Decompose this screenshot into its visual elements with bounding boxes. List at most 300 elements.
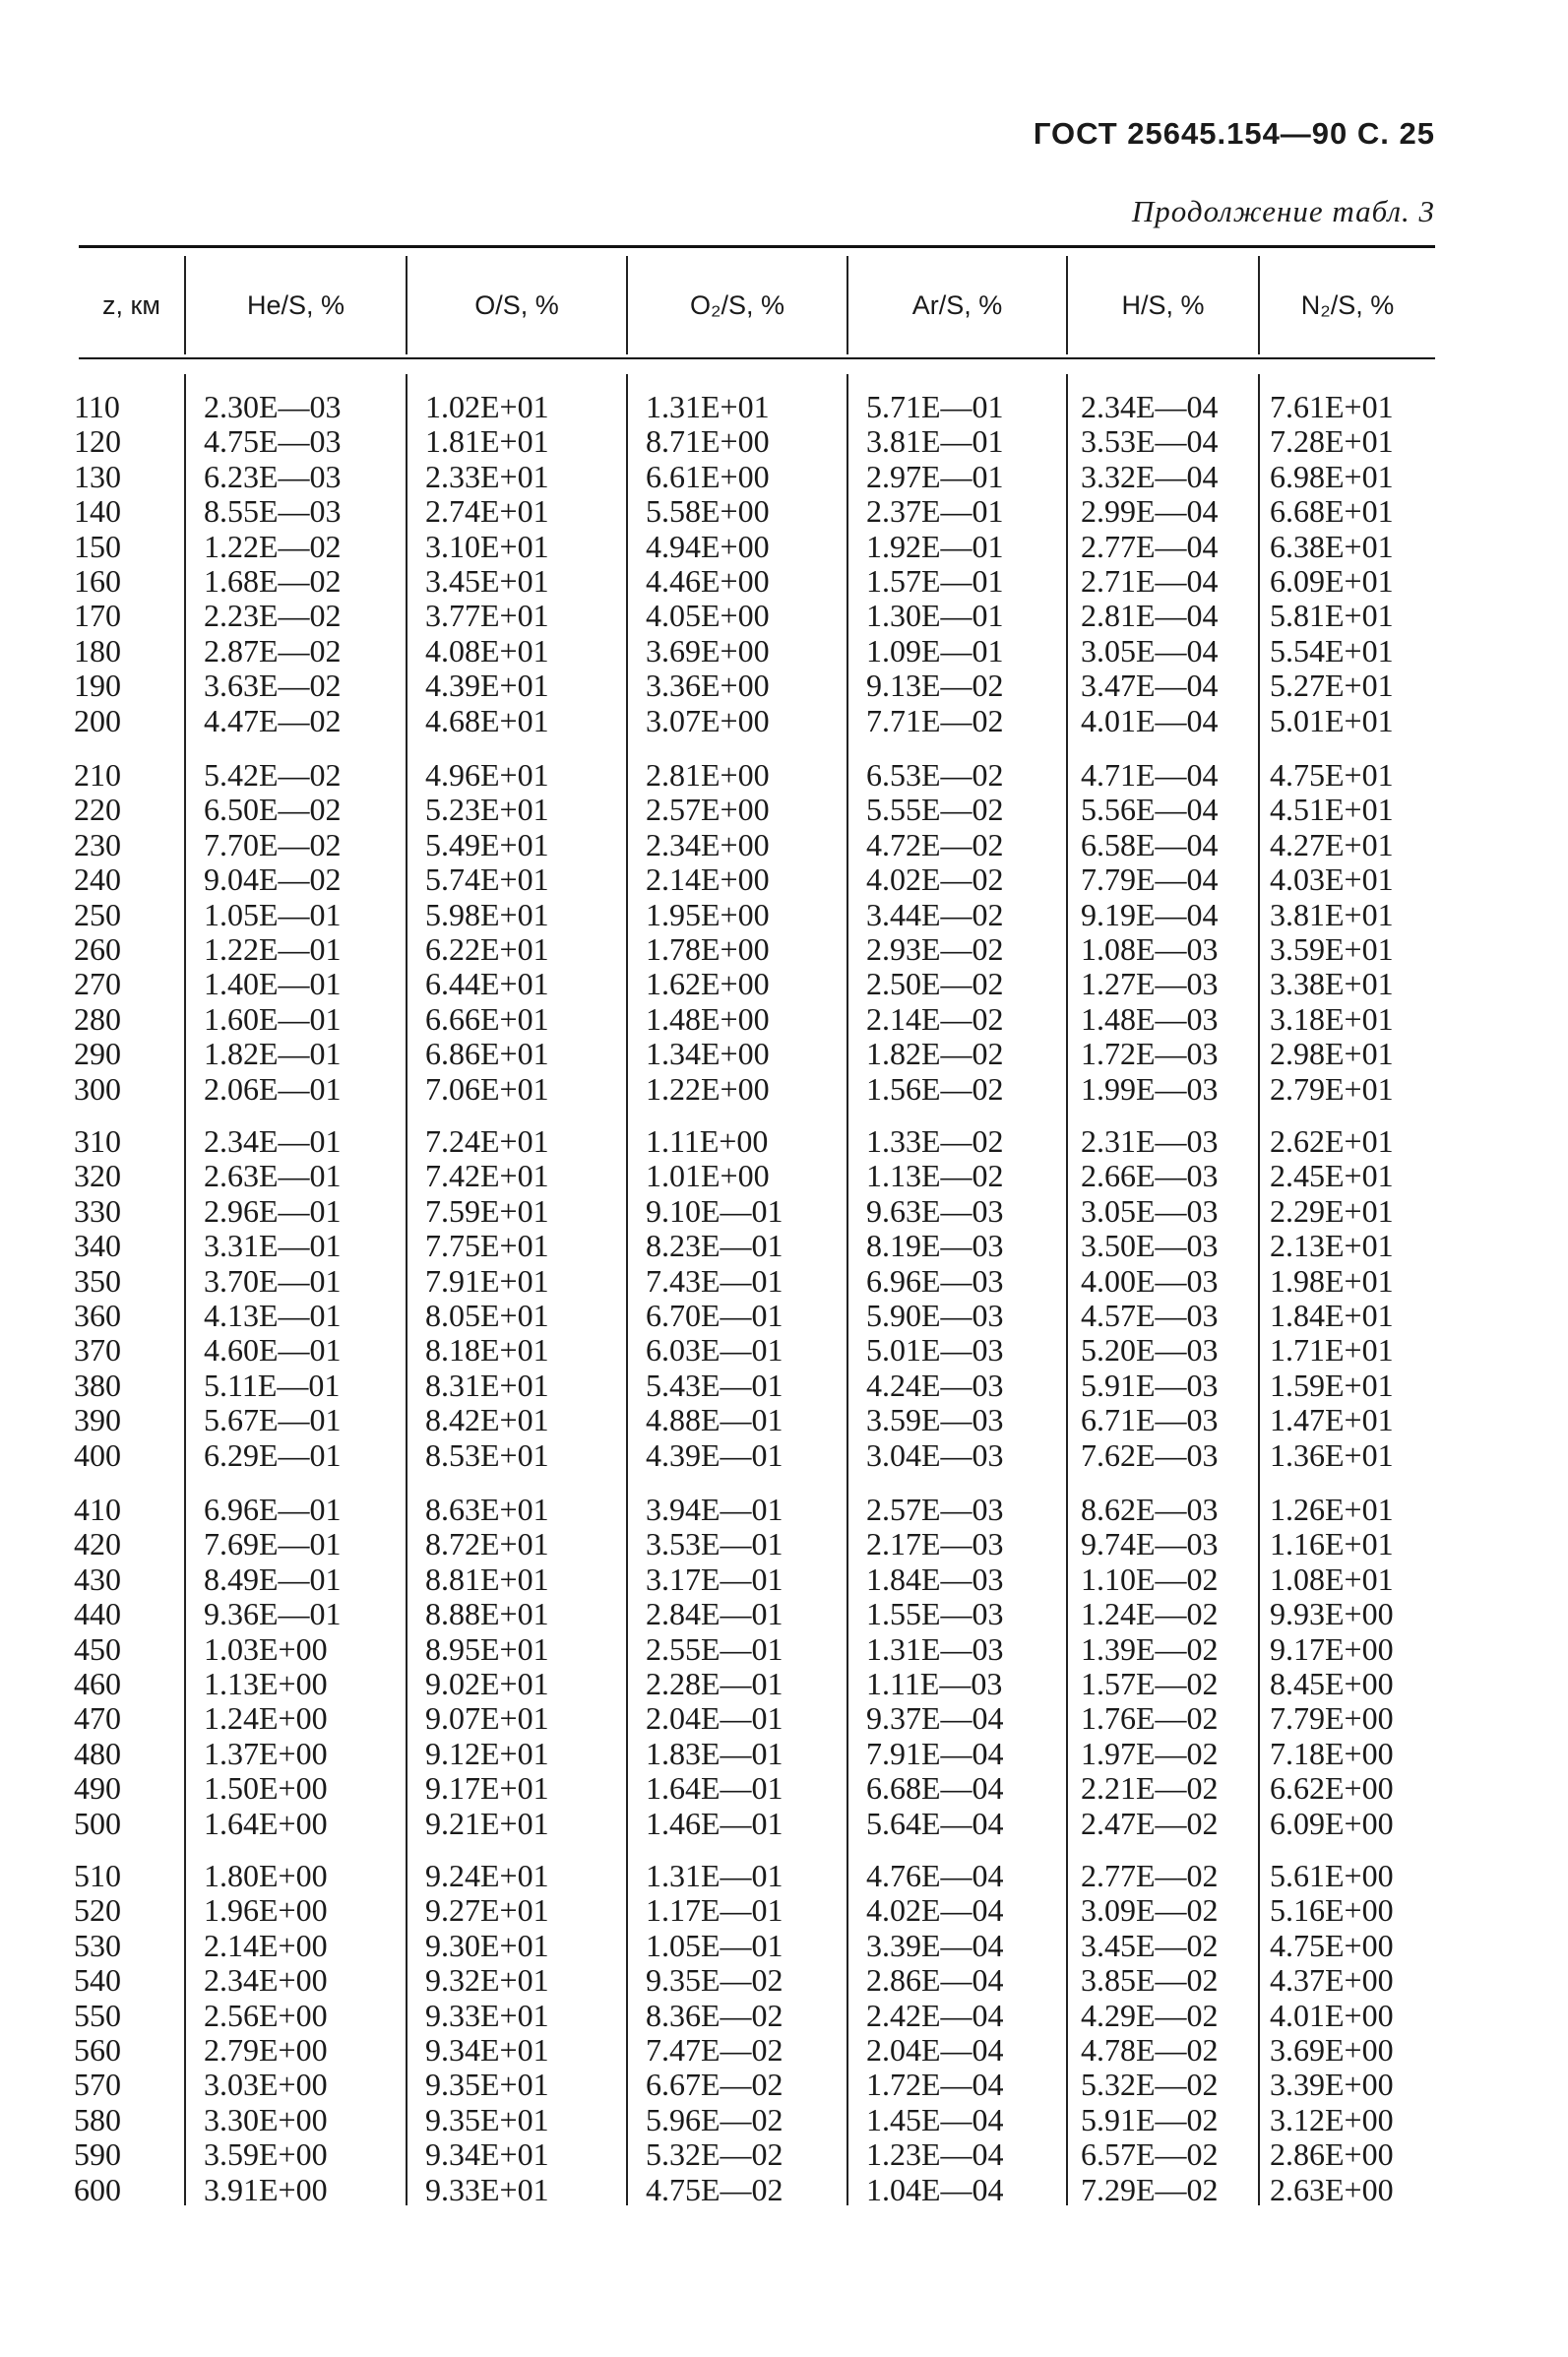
value-cell: 8.62E—03	[1081, 1492, 1219, 1527]
header-ar: Ar/S, %	[911, 290, 1003, 320]
table-row	[0, 599, 1568, 633]
value-cell: 2.62E+01	[1270, 1123, 1394, 1159]
value-cell: 2.87E—02	[204, 632, 342, 669]
altitude-cell: 150	[74, 528, 121, 564]
value-cell: 3.50E—03	[1081, 1228, 1219, 1264]
table-row	[0, 1072, 1568, 1107]
value-cell: 2.34E—04	[1081, 389, 1219, 424]
altitude-cell: 350	[74, 1262, 121, 1299]
value-cell: 1.04E—04	[866, 2171, 1004, 2207]
value-cell: 9.04E—02	[204, 861, 342, 898]
value-cell: 5.67E—01	[204, 1402, 342, 1438]
value-cell: 9.17E+00	[1270, 1630, 1394, 1667]
value-cell: 4.72E—02	[866, 826, 1004, 862]
value-cell: 4.02E—02	[866, 861, 1004, 898]
altitude-cell: 360	[74, 1298, 121, 1333]
value-cell: 5.98E+01	[425, 896, 549, 932]
table-row	[0, 634, 1568, 669]
value-cell: 8.45E+00	[1270, 1666, 1394, 1701]
value-cell: 6.86E+01	[425, 1036, 549, 1072]
table-row	[0, 1194, 1568, 1229]
value-cell: 8.31E+01	[425, 1367, 549, 1403]
value-cell: 5.55E—02	[866, 792, 1004, 828]
value-cell: 2.33E+01	[425, 458, 549, 494]
value-cell: 4.02E—04	[866, 1892, 1004, 1929]
value-cell: 1.78E+00	[646, 931, 770, 967]
table-row	[0, 1403, 1568, 1437]
altitude-cell: 140	[74, 493, 121, 530]
value-cell: 9.33E+01	[425, 2171, 549, 2207]
table-row	[0, 2173, 1568, 2207]
altitude-cell: 520	[74, 1892, 121, 1929]
table-row	[0, 1124, 1568, 1159]
value-cell: 3.31E—01	[204, 1228, 342, 1264]
value-cell: 3.45E—02	[1081, 1927, 1219, 1963]
value-cell: 3.10E+01	[425, 528, 549, 564]
value-cell: 2.66E—03	[1081, 1158, 1219, 1194]
value-cell: 6.09E+00	[1270, 1805, 1394, 1841]
value-cell: 8.42E+01	[425, 1402, 549, 1438]
value-cell: 3.30E+00	[204, 2101, 328, 2137]
altitude-cell: 440	[74, 1596, 121, 1632]
table-row	[0, 1229, 1568, 1263]
value-cell: 1.40E—01	[204, 966, 342, 1002]
value-cell: 2.77E—02	[1081, 1858, 1219, 1893]
value-cell: 1.45E—04	[866, 2101, 1004, 2137]
value-cell: 1.96E+00	[204, 1892, 328, 1929]
value-cell: 1.02E+01	[425, 389, 549, 424]
value-cell: 9.21E+01	[425, 1805, 549, 1841]
value-cell: 2.13E+01	[1270, 1228, 1394, 1264]
value-cell: 7.28E+01	[1270, 423, 1394, 460]
table-row	[0, 2137, 1568, 2172]
header-he: He/S, %	[246, 290, 345, 320]
value-cell: 5.16E+00	[1270, 1892, 1394, 1929]
value-cell: 9.10E—01	[646, 1192, 784, 1229]
value-cell: 4.75E+00	[1270, 1927, 1394, 1963]
value-cell: 2.37E—01	[866, 493, 1004, 530]
value-cell: 3.59E+01	[1270, 931, 1394, 967]
value-cell: 5.74E+01	[425, 861, 549, 898]
value-cell: 4.51E+01	[1270, 792, 1394, 828]
value-cell: 1.95E+00	[646, 896, 770, 932]
table-header-rule	[79, 357, 1435, 359]
value-cell: 3.70E—01	[204, 1262, 342, 1299]
value-cell: 6.58E—04	[1081, 826, 1219, 862]
value-cell: 5.96E—02	[646, 2101, 784, 2137]
value-cell: 5.43E—01	[646, 1367, 784, 1403]
value-cell: 9.74E—03	[1081, 1526, 1219, 1562]
value-cell: 1.64E—01	[646, 1770, 784, 1807]
value-cell: 9.34E+01	[425, 2136, 549, 2173]
altitude-cell: 550	[74, 1997, 121, 2033]
value-cell: 3.44E—02	[866, 896, 1004, 932]
table-row	[0, 1737, 1568, 1771]
value-cell: 1.08E—03	[1081, 931, 1219, 967]
value-cell: 4.96E+01	[425, 757, 549, 793]
value-cell: 6.98E+01	[1270, 458, 1394, 494]
value-cell: 6.53E—02	[866, 757, 1004, 793]
table-row	[0, 1632, 1568, 1667]
table-row	[0, 862, 1568, 897]
value-cell: 4.94E+00	[646, 528, 770, 564]
value-cell: 9.36E—01	[204, 1596, 342, 1632]
value-cell: 1.01E+00	[646, 1158, 770, 1194]
value-cell: 4.47E—02	[204, 702, 342, 738]
value-cell: 9.93E+00	[1270, 1596, 1394, 1632]
value-cell: 5.49E+01	[425, 826, 549, 862]
value-cell: 1.39E—02	[1081, 1630, 1219, 1667]
altitude-cell: 590	[74, 2136, 121, 2173]
header-o: O/S, %	[474, 290, 559, 320]
value-cell: 3.94E—01	[646, 1492, 784, 1527]
value-cell: 5.90E—03	[866, 1298, 1004, 1333]
value-cell: 1.71E+01	[1270, 1332, 1394, 1369]
value-cell: 5.32E—02	[646, 2136, 784, 2173]
value-cell: 4.60E—01	[204, 1332, 342, 1369]
value-cell: 2.28E—01	[646, 1666, 784, 1701]
table-row	[0, 1299, 1568, 1333]
value-cell: 1.99E—03	[1081, 1070, 1219, 1107]
value-cell: 8.19E—03	[866, 1228, 1004, 1264]
value-cell: 2.77E—04	[1081, 528, 1219, 564]
value-cell: 1.03E+00	[204, 1630, 328, 1667]
value-cell: 4.76E—04	[866, 1858, 1004, 1893]
value-cell: 1.27E—03	[1081, 966, 1219, 1002]
value-cell: 1.62E+00	[646, 966, 770, 1002]
value-cell: 5.54E+01	[1270, 632, 1394, 669]
value-cell: 1.56E—02	[866, 1070, 1004, 1107]
value-cell: 1.11E+00	[646, 1123, 769, 1159]
value-cell: 2.98E+01	[1270, 1036, 1394, 1072]
value-cell: 5.64E—04	[866, 1805, 1004, 1841]
value-cell: 1.98E+01	[1270, 1262, 1394, 1299]
table-row	[0, 1438, 1568, 1473]
value-cell: 2.17E—03	[866, 1526, 1004, 1562]
value-cell: 2.99E—04	[1081, 493, 1219, 530]
altitude-cell: 190	[74, 668, 121, 704]
value-cell: 1.82E—01	[204, 1036, 342, 1072]
value-cell: 2.34E+00	[646, 826, 770, 862]
value-cell: 1.24E+00	[204, 1700, 328, 1737]
altitude-cell: 600	[74, 2171, 121, 2207]
value-cell: 8.72E+01	[425, 1526, 549, 1562]
table-row	[0, 1493, 1568, 1527]
altitude-cell: 570	[74, 2067, 121, 2103]
value-cell: 1.10E—02	[1081, 1561, 1219, 1597]
value-cell: 9.35E+01	[425, 2101, 549, 2137]
table-row	[0, 1771, 1568, 1806]
value-cell: 8.18E+01	[425, 1332, 549, 1369]
altitude-cell: 480	[74, 1735, 121, 1771]
table-row	[0, 2033, 1568, 2068]
value-cell: 5.42E—02	[204, 757, 342, 793]
value-cell: 9.30E+01	[425, 1927, 549, 1963]
value-cell: 1.72E—04	[866, 2067, 1004, 2103]
value-cell: 9.63E—03	[866, 1192, 1004, 1229]
value-cell: 6.57E—02	[1081, 2136, 1219, 2173]
table-row	[0, 460, 1568, 494]
table-row	[0, 424, 1568, 459]
table-row	[0, 1963, 1568, 1998]
value-cell: 4.46E+00	[646, 563, 770, 599]
header-o2: O₂/S, %	[689, 290, 784, 320]
altitude-cell: 470	[74, 1700, 121, 1737]
value-cell: 1.84E—03	[866, 1561, 1004, 1597]
value-cell: 7.43E—01	[646, 1262, 784, 1299]
value-cell: 4.88E—01	[646, 1402, 784, 1438]
altitude-cell: 380	[74, 1367, 121, 1403]
altitude-cell: 430	[74, 1561, 121, 1597]
value-cell: 3.03E+00	[204, 2067, 328, 2103]
value-cell: 1.57E—02	[1081, 1666, 1219, 1701]
altitude-cell: 220	[74, 792, 121, 828]
value-cell: 3.17E—01	[646, 1561, 784, 1597]
value-cell: 4.29E—02	[1081, 1997, 1219, 2033]
page-header-standard: ГОСТ 25645.154—90 С. 25	[1033, 116, 1435, 151]
value-cell: 7.61E+01	[1270, 389, 1394, 424]
altitude-cell: 490	[74, 1770, 121, 1807]
value-cell: 4.75E—02	[646, 2171, 784, 2207]
value-cell: 6.61E+00	[646, 458, 770, 494]
altitude-cell: 200	[74, 702, 121, 738]
value-cell: 7.47E—02	[646, 2032, 784, 2068]
value-cell: 7.62E—03	[1081, 1436, 1219, 1473]
value-cell: 2.30E—03	[204, 389, 342, 424]
altitude-cell: 450	[74, 1630, 121, 1667]
value-cell: 2.96E—01	[204, 1192, 342, 1229]
value-cell: 1.22E—01	[204, 931, 342, 967]
table-row	[0, 1859, 1568, 1893]
value-cell: 3.63E—02	[204, 668, 342, 704]
value-cell: 8.88E+01	[425, 1596, 549, 1632]
altitude-cell: 300	[74, 1070, 121, 1107]
altitude-cell: 410	[74, 1492, 121, 1527]
altitude-cell: 290	[74, 1036, 121, 1072]
table-row	[0, 828, 1568, 862]
value-cell: 6.09E+01	[1270, 563, 1394, 599]
value-cell: 3.59E—03	[866, 1402, 1004, 1438]
value-cell: 2.81E—04	[1081, 598, 1219, 634]
altitude-cell: 540	[74, 1962, 121, 1999]
table-row	[0, 1929, 1568, 1963]
altitude-cell: 230	[74, 826, 121, 862]
altitude-cell: 500	[74, 1805, 121, 1841]
value-cell: 4.57E—03	[1081, 1298, 1219, 1333]
value-cell: 3.81E—01	[866, 423, 1004, 460]
value-cell: 2.84E—01	[646, 1596, 784, 1632]
value-cell: 7.91E+01	[425, 1262, 549, 1299]
value-cell: 8.71E+00	[646, 423, 770, 460]
value-cell: 3.91E+00	[204, 2171, 328, 2207]
table-row	[0, 1264, 1568, 1299]
value-cell: 3.18E+01	[1270, 1000, 1394, 1037]
value-cell: 1.05E—01	[646, 1927, 784, 1963]
value-cell: 7.24E+01	[425, 1123, 549, 1159]
value-cell: 8.23E—01	[646, 1228, 784, 1264]
header-h: H/S, %	[1121, 290, 1205, 320]
value-cell: 1.22E—02	[204, 528, 342, 564]
value-cell: 1.36E+01	[1270, 1436, 1394, 1473]
value-cell: 1.17E—01	[646, 1892, 784, 1929]
value-cell: 7.71E—02	[866, 702, 1004, 738]
value-cell: 1.11E—03	[866, 1666, 1003, 1701]
value-cell: 8.55E—03	[204, 493, 342, 530]
value-cell: 1.46E—01	[646, 1805, 784, 1841]
value-cell: 8.81E+01	[425, 1561, 549, 1597]
value-cell: 2.04E—04	[866, 2032, 1004, 2068]
value-cell: 7.29E—02	[1081, 2171, 1219, 2207]
value-cell: 1.13E—02	[866, 1158, 1004, 1194]
value-cell: 4.13E—01	[204, 1298, 342, 1333]
value-cell: 4.01E+00	[1270, 1997, 1394, 2033]
value-cell: 1.23E—04	[866, 2136, 1004, 2173]
value-cell: 9.13E—02	[866, 668, 1004, 704]
value-cell: 8.53E+01	[425, 1436, 549, 1473]
value-cell: 1.76E—02	[1081, 1700, 1219, 1737]
value-cell: 1.26E+01	[1270, 1492, 1394, 1527]
altitude-cell: 210	[74, 757, 121, 793]
value-cell: 5.81E+01	[1270, 598, 1394, 634]
value-cell: 3.69E+00	[646, 632, 770, 669]
value-cell: 1.31E—03	[866, 1630, 1004, 1667]
value-cell: 6.23E—03	[204, 458, 342, 494]
value-cell: 1.83E—01	[646, 1735, 784, 1771]
table-row	[0, 967, 1568, 1001]
value-cell: 2.63E+00	[1270, 2171, 1394, 2207]
value-cell: 5.61E+00	[1270, 1858, 1394, 1893]
value-cell: 6.68E+01	[1270, 493, 1394, 530]
value-cell: 9.27E+01	[425, 1892, 549, 1929]
value-cell: 2.34E—01	[204, 1123, 342, 1159]
value-cell: 3.53E—01	[646, 1526, 784, 1562]
table-row	[0, 494, 1568, 529]
value-cell: 3.09E—02	[1081, 1892, 1219, 1929]
value-cell: 1.13E+00	[204, 1666, 328, 1701]
value-cell: 2.47E—02	[1081, 1805, 1219, 1841]
value-cell: 1.55E—03	[866, 1596, 1004, 1632]
value-cell: 4.27E+01	[1270, 826, 1394, 862]
value-cell: 6.29E—01	[204, 1436, 342, 1473]
altitude-cell: 240	[74, 861, 121, 898]
value-cell: 9.12E+01	[425, 1735, 549, 1771]
table-row	[0, 2068, 1568, 2102]
value-cell: 6.44E+01	[425, 966, 549, 1002]
value-cell: 1.68E—02	[204, 563, 342, 599]
value-cell: 5.71E—01	[866, 389, 1004, 424]
value-cell: 2.74E+01	[425, 493, 549, 530]
value-cell: 1.57E—01	[866, 563, 1004, 599]
value-cell: 3.53E—04	[1081, 423, 1219, 460]
value-cell: 3.05E—03	[1081, 1192, 1219, 1229]
table-row	[0, 898, 1568, 932]
value-cell: 3.04E—03	[866, 1436, 1004, 1473]
value-cell: 9.17E+01	[425, 1770, 549, 1807]
value-cell: 5.91E—03	[1081, 1367, 1219, 1403]
value-cell: 2.45E+01	[1270, 1158, 1394, 1194]
value-cell: 5.20E—03	[1081, 1332, 1219, 1369]
altitude-cell: 390	[74, 1402, 121, 1438]
value-cell: 3.38E+01	[1270, 966, 1394, 1002]
value-cell: 5.56E—04	[1081, 792, 1219, 828]
table-row	[0, 530, 1568, 564]
value-cell: 7.91E—04	[866, 1735, 1004, 1771]
value-cell: 4.00E—03	[1081, 1262, 1219, 1299]
value-cell: 2.86E—04	[866, 1962, 1004, 1999]
value-cell: 8.05E+01	[425, 1298, 549, 1333]
altitude-cell: 110	[74, 389, 120, 424]
header-altitude: z, км	[102, 290, 160, 320]
value-cell: 2.04E—01	[646, 1700, 784, 1737]
value-cell: 2.93E—02	[866, 931, 1004, 967]
value-cell: 2.86E+00	[1270, 2136, 1394, 2173]
altitude-cell: 320	[74, 1158, 121, 1194]
value-cell: 1.34E+00	[646, 1036, 770, 1072]
value-cell: 1.31E—01	[646, 1858, 784, 1893]
value-cell: 6.96E—03	[866, 1262, 1004, 1299]
value-cell: 7.79E—04	[1081, 861, 1219, 898]
value-cell: 1.24E—02	[1081, 1596, 1219, 1632]
value-cell: 1.84E+01	[1270, 1298, 1394, 1333]
value-cell: 1.59E+01	[1270, 1367, 1394, 1403]
value-cell: 6.50E—02	[204, 792, 342, 828]
table-row	[0, 1562, 1568, 1597]
value-cell: 4.78E—02	[1081, 2032, 1219, 2068]
table-row	[0, 390, 1568, 424]
altitude-cell: 420	[74, 1526, 121, 1562]
value-cell: 1.30E—01	[866, 598, 1004, 634]
value-cell: 6.38E+01	[1270, 528, 1394, 564]
value-cell: 1.22E+00	[646, 1070, 770, 1107]
altitude-cell: 170	[74, 598, 121, 634]
value-cell: 3.39E—04	[866, 1927, 1004, 1963]
value-cell: 4.39E—01	[646, 1436, 784, 1473]
value-cell: 3.59E+00	[204, 2136, 328, 2173]
value-cell: 2.06E—01	[204, 1070, 342, 1107]
value-cell: 4.24E—03	[866, 1367, 1004, 1403]
value-cell: 7.79E+00	[1270, 1700, 1394, 1737]
table-row	[0, 704, 1568, 738]
value-cell: 1.16E+01	[1270, 1526, 1394, 1562]
table-continuation-label: Продолжение табл. 3	[1131, 194, 1435, 228]
altitude-cell: 460	[74, 1666, 121, 1701]
table-row	[0, 1369, 1568, 1403]
altitude-cell: 530	[74, 1927, 121, 1963]
table-row	[0, 1807, 1568, 1841]
value-cell: 2.63E—01	[204, 1158, 342, 1194]
altitude-cell: 560	[74, 2032, 121, 2068]
value-cell: 2.56E+00	[204, 1997, 328, 2033]
value-cell: 1.48E—03	[1081, 1000, 1219, 1037]
table-row	[0, 1999, 1568, 2033]
value-cell: 2.14E+00	[646, 861, 770, 898]
value-cell: 6.67E—02	[646, 2067, 784, 2103]
value-cell: 1.81E+01	[425, 423, 549, 460]
value-cell: 2.14E+00	[204, 1927, 328, 1963]
table-row	[0, 1893, 1568, 1928]
value-cell: 6.03E—01	[646, 1332, 784, 1369]
value-cell: 1.72E—03	[1081, 1036, 1219, 1072]
table-row	[0, 1527, 1568, 1561]
altitude-cell: 270	[74, 966, 121, 1002]
value-cell: 4.08E+01	[425, 632, 549, 669]
value-cell: 7.42E+01	[425, 1158, 549, 1194]
value-cell: 9.02E+01	[425, 1666, 549, 1701]
value-cell: 2.23E—02	[204, 598, 342, 634]
value-cell: 2.34E+00	[204, 1962, 328, 1999]
value-cell: 1.05E—01	[204, 896, 342, 932]
value-cell: 5.91E—02	[1081, 2101, 1219, 2137]
